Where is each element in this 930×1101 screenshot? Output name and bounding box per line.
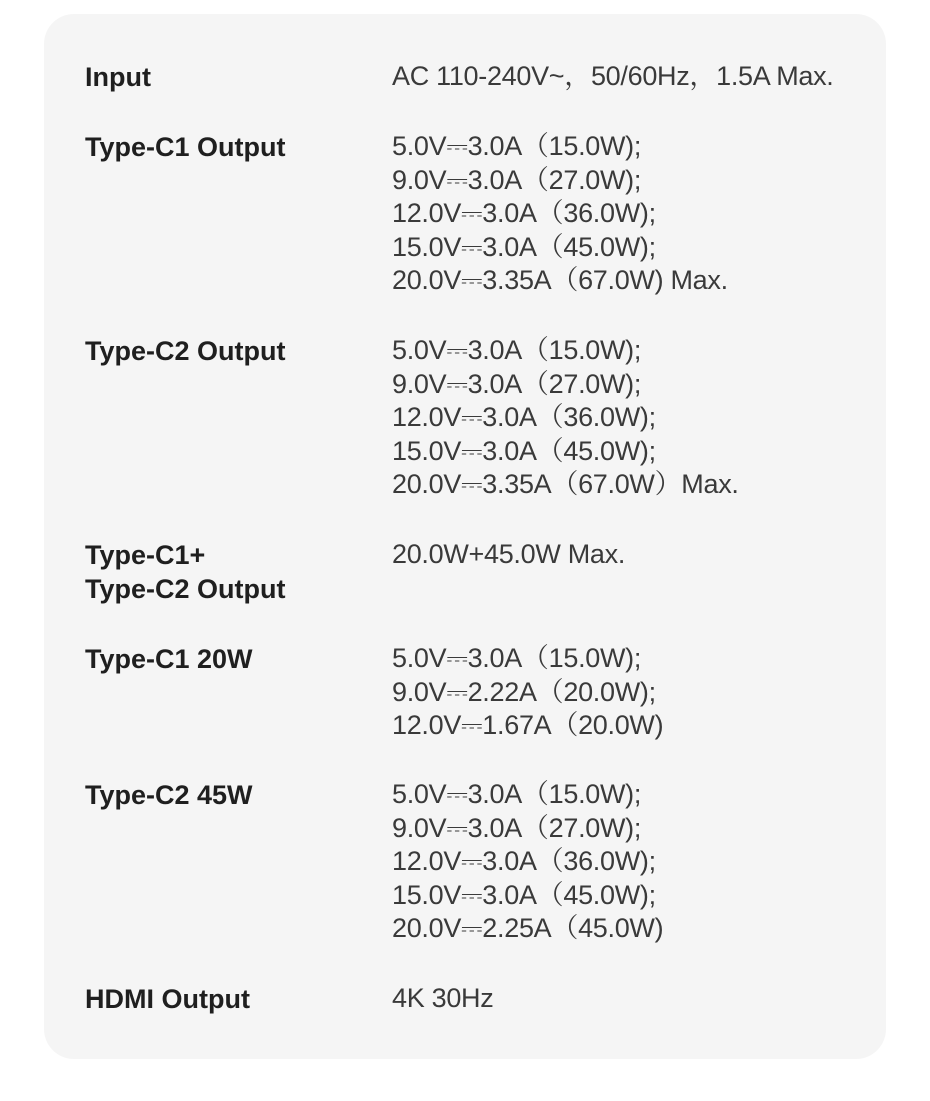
spec-label: Type-C2 Output [85,336,286,366]
spec-values [392,538,872,572]
spec-value-line: 15.0V⎓3.0A（45.0W); [392,231,656,262]
spec-value-line: 20.0W+45.0W Max. [392,539,626,569]
spec-value-line: 9.0V⎓3.0A（27.0W); [392,164,642,195]
spec-value-line: 15.0V⎓3.0A（45.0W); [392,435,656,466]
spec-values [392,60,872,94]
spec-values [392,334,872,502]
spec-label: Type-C1+ Type-C2 Output [85,540,286,604]
spec-values [392,642,872,743]
spec-value-line: 20.0V⎓2.25A（45.0W) [392,913,664,943]
spec-values [392,982,872,1016]
spec-label: Type-C1 Output [85,132,286,162]
spec-value-line: 12.0V⎓3.0A（36.0W); [392,846,656,876]
spec-value-line: 15.0V⎓3.0A（45.0W); [392,879,656,910]
spec-value-line: 12.0V⎓3.0A（36.0W); [392,198,656,228]
spec-value-line: 9.0V⎓3.0A（27.0W); [392,368,642,399]
spec-label: Input [85,62,151,92]
spec-value-line: 4K 30Hz [392,983,494,1013]
spec-value-line: 5.0V⎓3.0A（15.0W); [392,779,642,809]
spec-value-line: 12.0V⎓3.0A（36.0W); [392,402,656,432]
spec-values [392,778,872,946]
spec-values [392,130,872,298]
spec-card [44,14,886,1059]
spec-value-line: 12.0V⎓1.67A（20.0W) [392,710,664,740]
spec-label: Type-C2 45W [85,780,253,810]
spec-label: Type-C1 20W [85,644,253,674]
spec-value-line: 9.0V⎓3.0A（27.0W); [392,812,642,843]
spec-value-line: 5.0V⎓3.0A（15.0W); [392,335,642,365]
spec-value-line: 5.0V⎓3.0A（15.0W); [392,643,642,673]
spec-value-line: 20.0V⎓3.35A（67.0W) Max. [392,265,728,295]
spec-value-line: 20.0V⎓3.35A（67.0W）Max. [392,469,739,499]
spec-value-line: AC 110-240V~，50/60Hz，1.5A Max. [392,61,834,91]
spec-label: HDMI Output [85,984,250,1014]
spec-value-line: 9.0V⎓2.22A（20.0W); [392,676,656,707]
spec-value-line: 5.0V⎓3.0A（15.0W); [392,131,642,161]
